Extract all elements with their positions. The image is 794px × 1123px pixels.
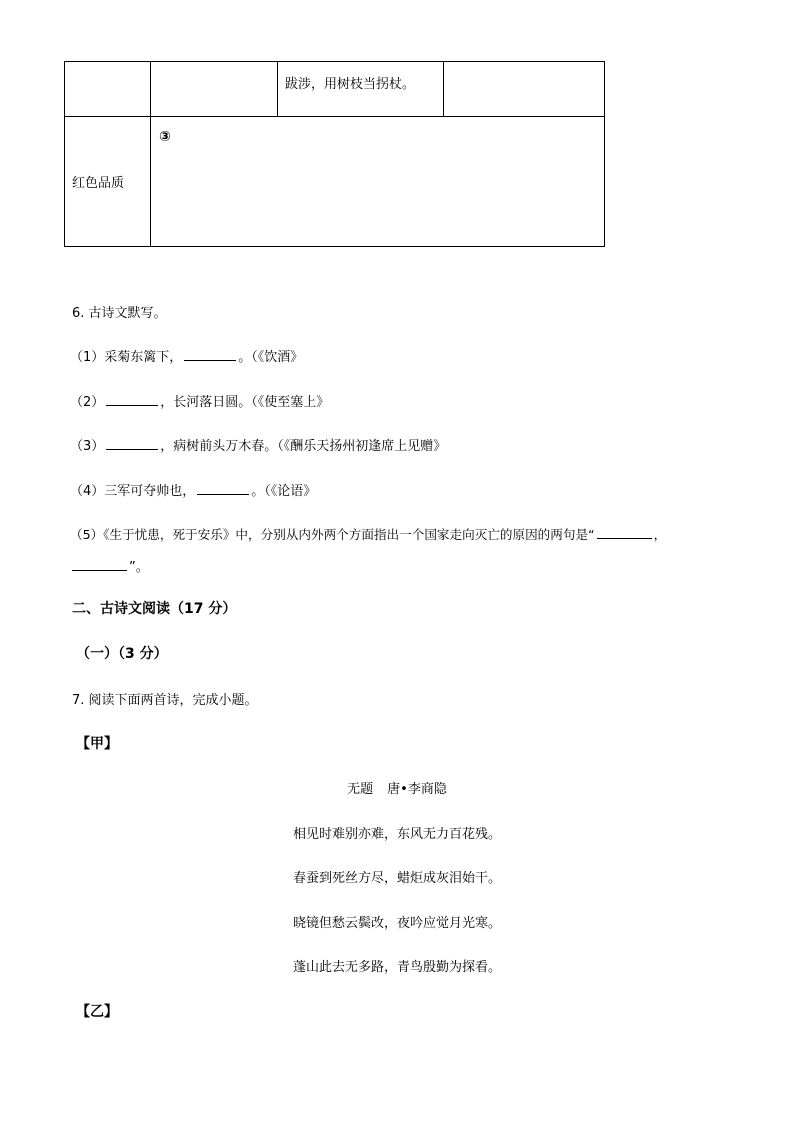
section-heading: 二、古诗文阅读（17 分）	[72, 601, 237, 617]
table-row	[65, 117, 605, 247]
poem-title	[0, 778, 794, 797]
fill-blank[interactable]	[184, 348, 236, 361]
table-row	[65, 62, 605, 117]
fill-blank[interactable]	[106, 437, 158, 450]
row-label: 红色品质	[72, 176, 125, 191]
poem-label-yi: 【乙】	[76, 1004, 118, 1020]
poem-author: 唐•李商隐	[387, 782, 447, 797]
question-6-item-1: （1）采菊东篱下， 。（《饮酒》	[70, 350, 304, 365]
question-6-stem: 6. 古诗文默写。	[72, 306, 167, 321]
table-cell	[151, 62, 278, 117]
subsection-heading: （一）（3 分）	[76, 646, 168, 662]
question-7-stem: 7. 阅读下面两首诗，完成小题。	[72, 693, 258, 708]
question-6-item-5-continued: ”。	[72, 556, 149, 575]
question-6-item-2: （2） ，长河落日圆。（《使至塞上》	[70, 395, 330, 410]
table-cell	[278, 62, 444, 117]
fill-blank[interactable]	[197, 482, 249, 495]
poem-line: 相见时难别亦难，东风无力百花残。	[292, 827, 501, 842]
question-6-item-5: （5）《生于忧患，死于安乐》中，分别从内外两个方面指出一个国家走向灭亡的原因的两句是“ ，	[70, 527, 667, 542]
fill-blank[interactable]	[106, 393, 158, 406]
question-6-item-4: （4）三军可夺帅也， 。（《论语》	[70, 484, 317, 499]
table-cell	[65, 117, 151, 247]
poem-label-jia: 【甲】	[76, 736, 118, 752]
table-cell	[444, 62, 605, 117]
table-cell-text: 跋涉，用树枝当拐杖。	[285, 77, 416, 92]
record-table	[64, 61, 605, 247]
question-6-item-3: （3） ，病树前头万木春。（《酬乐天扬州初逢席上见赠》	[70, 439, 447, 454]
poem-line: 晓镜但愁云鬓改，夜吟应觉月光寒。	[292, 916, 501, 931]
circled-number-3: ③	[159, 129, 171, 145]
fill-blank[interactable]	[72, 558, 127, 571]
poem-line: 春蚕到死丝方尽，蜡炬成灰泪始干。	[292, 871, 501, 886]
table-cell	[65, 62, 151, 117]
poem-line: 蓬山此去无多路，青鸟殷勤为探看。	[292, 960, 501, 975]
poem-title-text: 无题	[347, 782, 374, 797]
fill-blank[interactable]	[597, 526, 652, 539]
answer-cell	[151, 117, 605, 247]
